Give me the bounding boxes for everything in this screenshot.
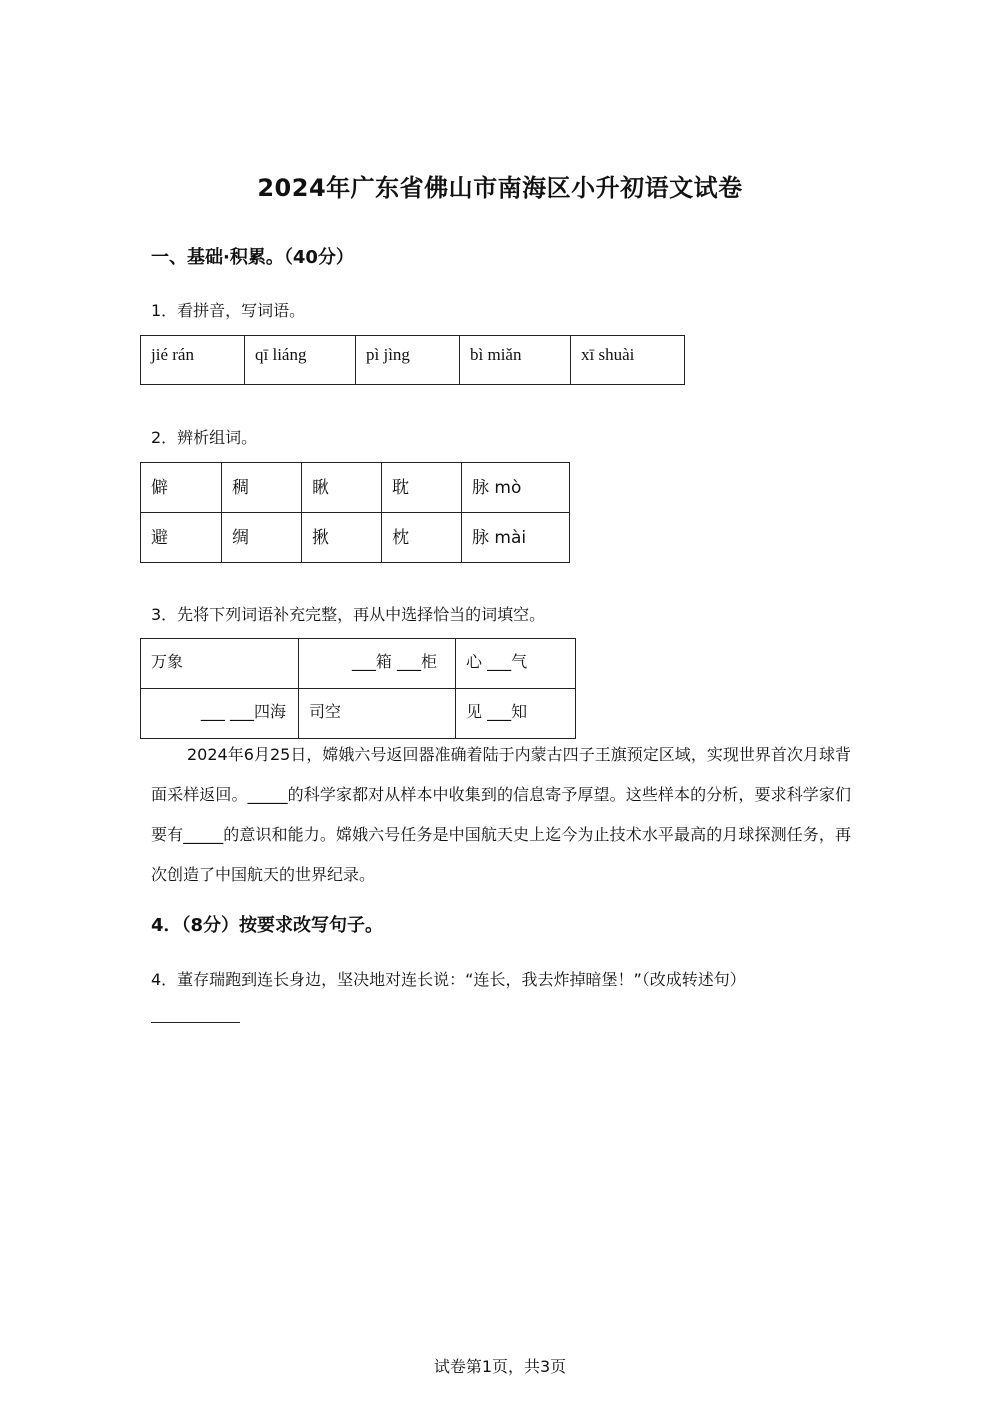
answer-line: [151, 1022, 240, 1023]
idiom-cell: 司空: [299, 689, 456, 739]
char-cell: 绸: [222, 513, 302, 563]
question-4-prompt: 4．董存瑞跑到连长身边，坚决地对连长说：“连长，我去炸掉暗堡！”（改成转述句）: [151, 970, 746, 989]
question-1-prompt: 1．看拼音，写词语。: [151, 301, 306, 320]
exam-title: 2024年广东省佛山市南海区小升初语文试卷: [257, 174, 743, 202]
char-cell: 僻: [141, 463, 222, 513]
idiom-cell: ___箱 ___柜: [299, 639, 456, 689]
pinyin-table: [140, 335, 685, 385]
char-cell: 揪: [302, 513, 382, 563]
reading-paragraph: 2024年6月25日，嫦娥六号返回器准确着陆于内蒙古四子王旗预定区域，实现世界首次月球背面采样返回。_____的科学家都对从样本中收集到的信息寄予厚望。这些样本的分析，要求科学家们要有_____的意识和能力。嫦娥六号任务是中国航天史上迄今为止技术水平最高的月球探测任务，再次创造了中国航天的世界纪录。: [151, 745, 851, 884]
char-cell: 稠: [222, 463, 302, 513]
char-cell: 耽: [382, 463, 462, 513]
pinyin-cell: bì miǎn: [460, 336, 571, 385]
pinyin-cell: xī shuài: [571, 336, 685, 385]
char-cell: 脉 mài: [462, 513, 570, 563]
question-2-prompt: 2．辨析组词。: [151, 428, 258, 447]
page-footer: 试卷第1页，共3页: [433, 1357, 567, 1376]
question-3-prompt: 3．先将下列词语补充完整，再从中选择恰当的词填空。: [151, 605, 546, 624]
char-cell: 枕: [382, 513, 462, 563]
idiom-table: [140, 638, 576, 739]
pinyin-cell: qī liáng: [245, 336, 356, 385]
char-cell: 瞅: [302, 463, 382, 513]
section-heading: 一、基础·积累。（40分）: [151, 247, 354, 268]
idiom-cell: ___ ___四海: [141, 689, 299, 739]
char-compare-table: [140, 462, 570, 563]
pinyin-cell: pì jìng: [356, 336, 460, 385]
idiom-cell: 见 ___知: [456, 689, 576, 739]
char-cell: 避: [141, 513, 222, 563]
char-cell: 脉 mò: [462, 463, 570, 513]
idiom-cell: 心 ___气: [456, 639, 576, 689]
question-4-heading: 4．（8分）按要求改写句子。: [151, 915, 384, 936]
idiom-cell: 万象: [141, 639, 299, 689]
pinyin-cell: jié rán: [141, 336, 245, 385]
